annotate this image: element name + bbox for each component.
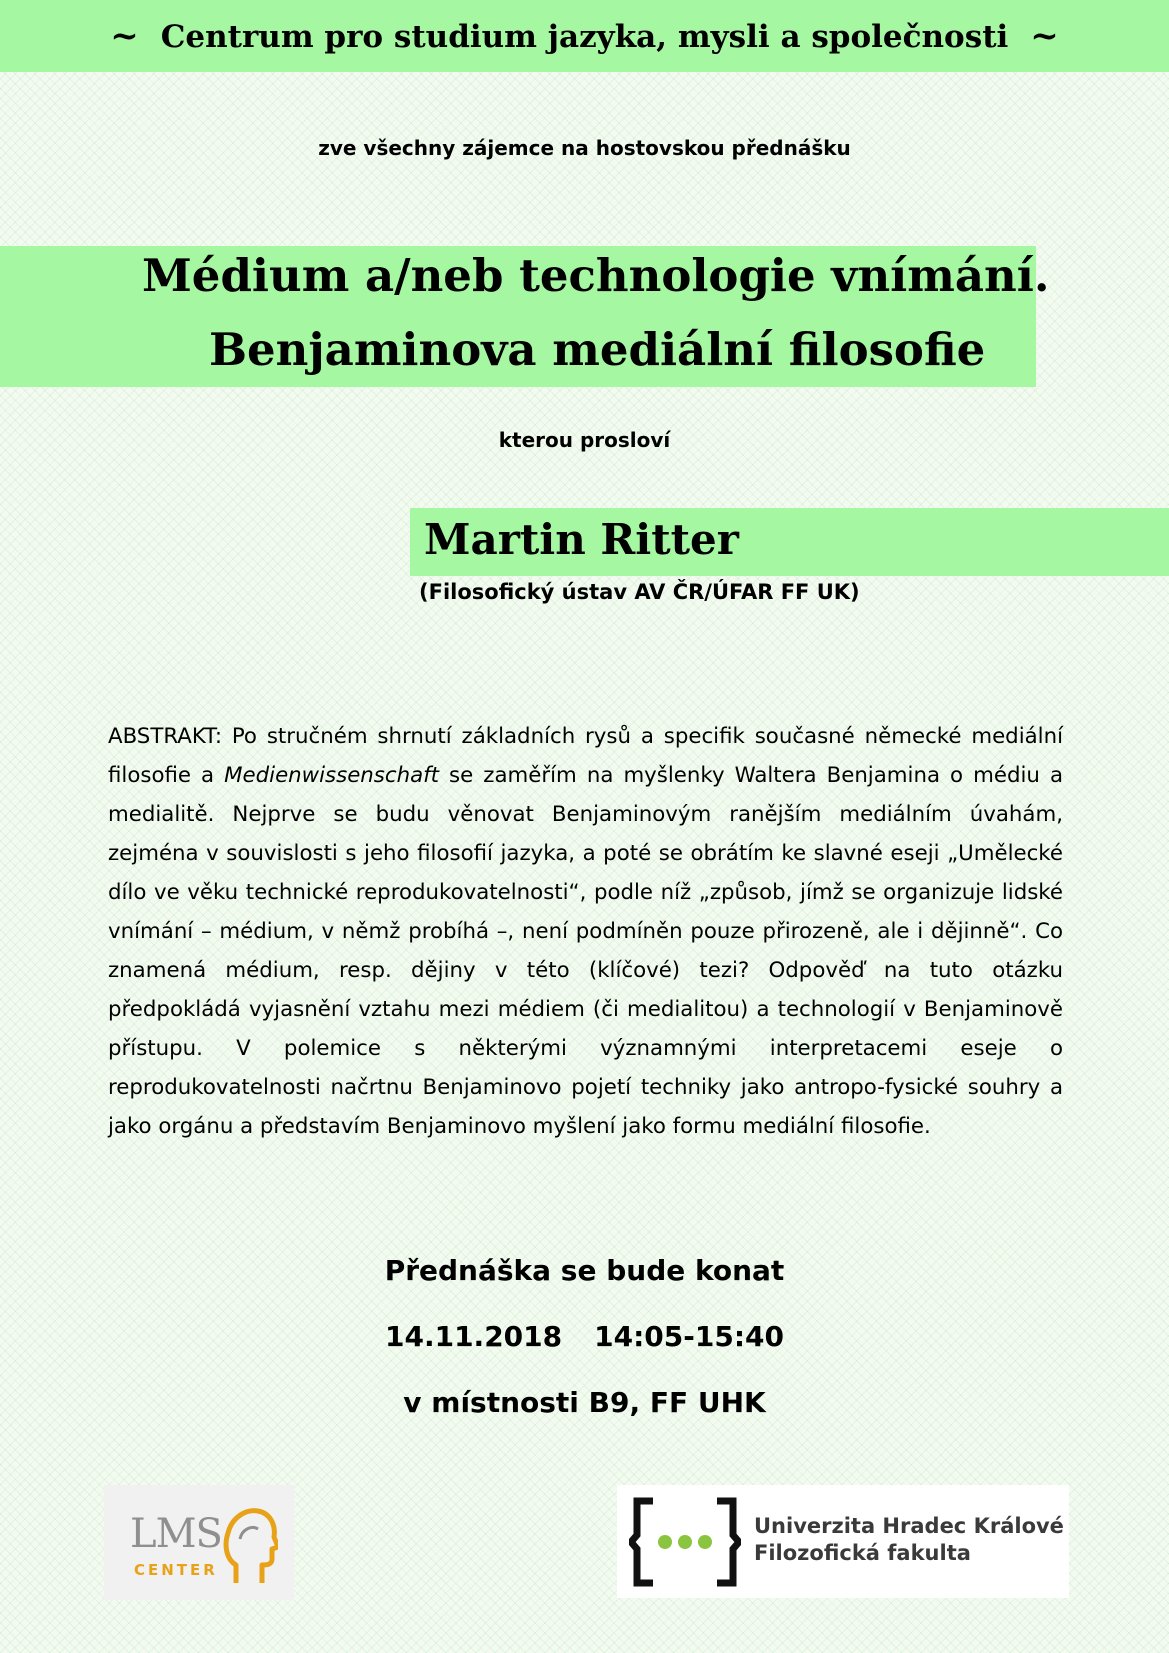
lecture-date: 14.11.2018 [384, 1320, 563, 1353]
header-title [0, 0, 1169, 72]
lms-logo-subtext: CENTER [134, 1561, 218, 1579]
lecture-datetime [0, 1320, 1169, 1386]
abstract-italic-term: Medienwissenschaft [224, 763, 439, 788]
tilde-ornament-right: ~ [1030, 16, 1059, 56]
spoken-by-text: kterou prosloví [498, 428, 671, 452]
abstract-text-part1: ABSTRAKT: Po stručném shrnutí základních rysů a specifik současné německé mediální filosofie a [108, 724, 1063, 788]
lecture-info [0, 1254, 1169, 1452]
uhk-name-line2: Filozofická fakulta [754, 1541, 971, 1565]
bracket-dots-icon [629, 1497, 741, 1587]
center-name: Centrum pro studium jazyka, mysli a společnosti [160, 19, 1009, 55]
abstract-paragraph [108, 717, 1063, 1146]
lecture-title-line2: Benjaminova mediální filosofie [209, 323, 986, 376]
head-profile-icon [222, 1503, 278, 1587]
uhk-name [754, 1513, 1064, 1567]
lms-logo-text: LMS [130, 1511, 222, 1557]
lms-center-logo [104, 1485, 294, 1600]
uhk-name-line1: Univerzita Hradec Králové [754, 1514, 1064, 1538]
speaker-name: Martin Ritter [424, 515, 739, 564]
speaker-affiliation: (Filosofický ústav AV ČR/ÚFAR FF UK) [419, 580, 860, 604]
uhk-faculty-logo [617, 1485, 1069, 1598]
abstract-text-part2: se zaměřím na myšlenky Waltera Benjamina o médiu a medialitě. Nejprve se budu věnovat Benjaminovým ranějším mediálním úvahám, zejména v souvislosti s jeho filosofií jazyka, a poté se obrátím ke slavné eseji „Umělecké dílo ve věku technické reprodukovatelnosti“, podle níž „způsob, jímž se organizuje lidské vnímání – médium, v němž probíhá –, není podmíněn pouze přirozeně, ale i dějinně“. Co znamená médium, resp. dějiny v této (klíčové) tezi? Odpověď na tuto otázku předpokládá vyjasnění vztahu mezi médiem (či medialitou) a technologií v Benjaminově přístupu. V polemice s některými významnými interpretacemi eseje o reprodukovatelnosti načrtnu Benjaminovo pojetí techniky jako antropo-fysické souhry a jako orgánu a představím Benjaminovo myšlení jako formu mediální filosofie. [108, 763, 1064, 1139]
lecture-location: v místnosti B9, FF UHK [403, 1386, 766, 1419]
lecture-intro: Přednáška se bude konat [384, 1254, 785, 1287]
lecture-title-line1: Médium a/neb technologie vnímání. [142, 249, 1050, 302]
tilde-ornament-left: ~ [110, 16, 139, 56]
lecture-time: 14:05-15:40 [594, 1320, 784, 1353]
invite-text: zve všechny zájemce na hostovskou přednášku [318, 136, 851, 160]
